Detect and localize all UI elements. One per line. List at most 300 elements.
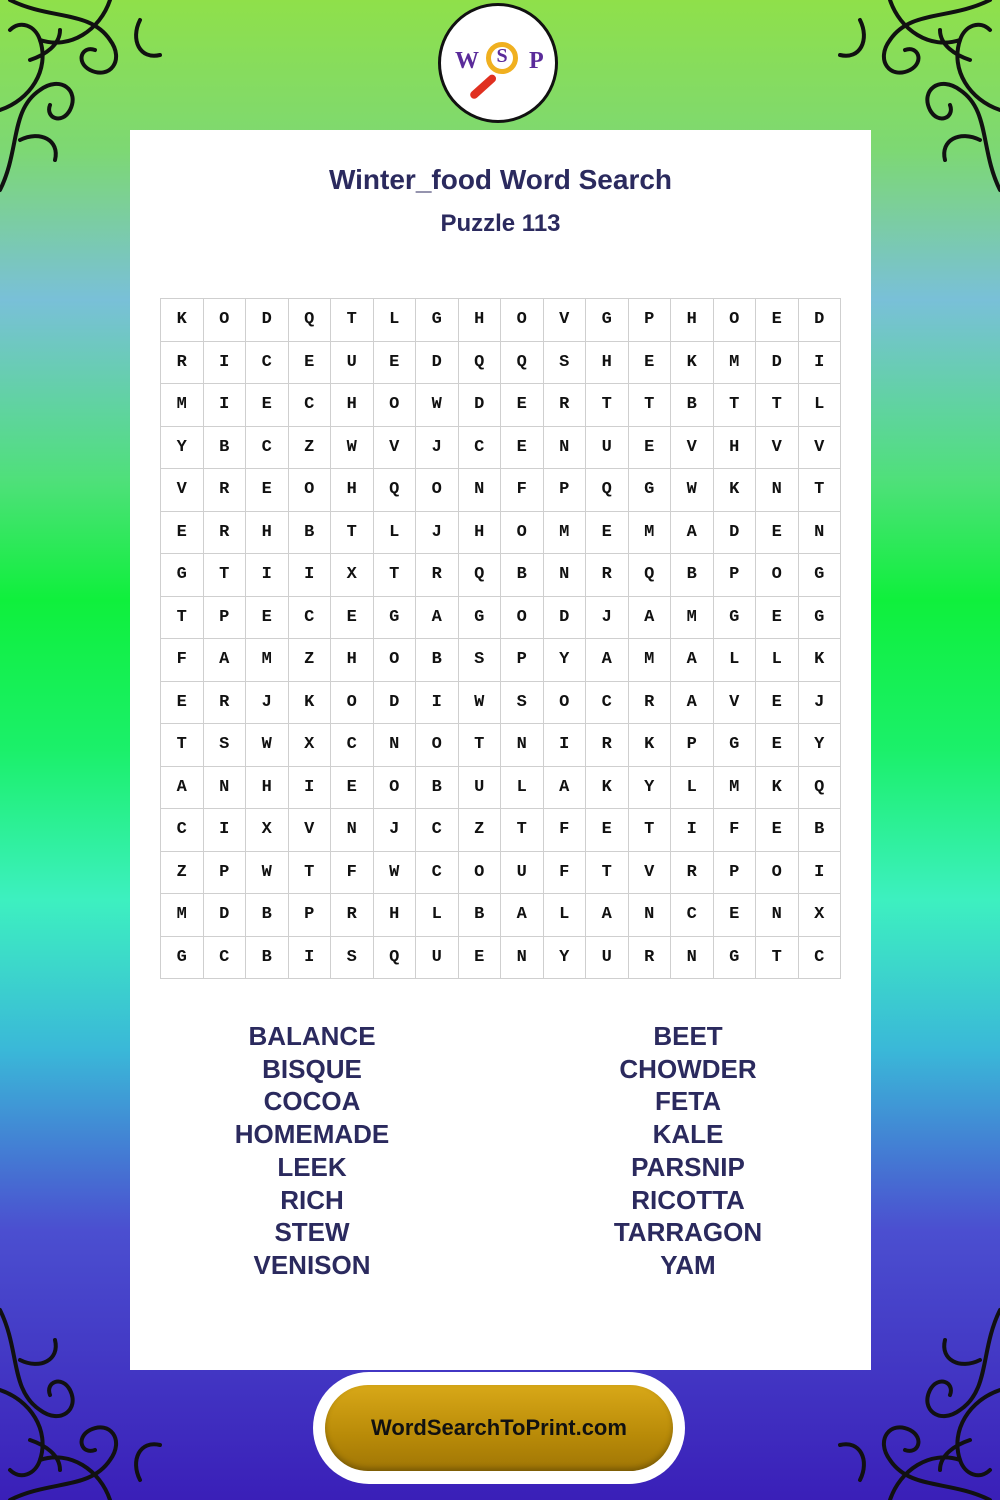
grid-cell[interactable]: U	[416, 936, 459, 979]
grid-cell[interactable]: Y	[798, 724, 841, 767]
grid-cell[interactable]: E	[756, 596, 799, 639]
grid-cell[interactable]: W	[331, 426, 374, 469]
grid-cell[interactable]: M	[713, 341, 756, 384]
grid-cell[interactable]: R	[203, 511, 246, 554]
grid-cell[interactable]: Z	[288, 639, 331, 682]
grid-cell[interactable]: U	[331, 341, 374, 384]
grid-cell[interactable]: K	[288, 681, 331, 724]
grid-cell[interactable]: V	[671, 426, 714, 469]
grid-row	[161, 596, 841, 639]
word-list-item: RICH	[280, 1184, 344, 1215]
grid-cell[interactable]: O	[373, 639, 416, 682]
grid-cell[interactable]: M	[671, 596, 714, 639]
grid-cell[interactable]: R	[543, 384, 586, 427]
word-list-item: BEET	[653, 1021, 723, 1051]
grid-cell[interactable]: L	[713, 639, 756, 682]
grid-cell[interactable]: H	[331, 469, 374, 512]
grid-row	[161, 511, 841, 554]
grid-cell[interactable]: M	[161, 894, 204, 937]
grid-cell[interactable]: J	[586, 596, 629, 639]
grid-cell[interactable]: Y	[161, 426, 204, 469]
grid-cell[interactable]: G	[161, 936, 204, 979]
grid-cell[interactable]: M	[713, 766, 756, 809]
grid-cell[interactable]: I	[798, 851, 841, 894]
grid-cell[interactable]: I	[671, 809, 714, 852]
grid-cell[interactable]: F	[501, 469, 544, 512]
grid-cell[interactable]: Q	[586, 469, 629, 512]
word-list-item: COCOA	[263, 1086, 361, 1117]
grid-cell[interactable]: R	[203, 469, 246, 512]
grid-cell[interactable]: T	[756, 936, 799, 979]
grid-cell[interactable]: Q	[458, 341, 501, 384]
grid-cell[interactable]: O	[416, 469, 459, 512]
grid-cell[interactable]: C	[416, 809, 459, 852]
grid-cell[interactable]: O	[416, 724, 459, 767]
grid-cell[interactable]: H	[331, 639, 374, 682]
grid-cell[interactable]: B	[288, 511, 331, 554]
grid-cell[interactable]: J	[416, 426, 459, 469]
grid-cell[interactable]: O	[756, 851, 799, 894]
grid-cell[interactable]: P	[288, 894, 331, 937]
word-list-item: HOMEMADE	[234, 1119, 390, 1150]
grid-cell[interactable]: J	[416, 511, 459, 554]
grid-cell[interactable]: N	[671, 936, 714, 979]
grid-cell[interactable]: B	[501, 554, 544, 597]
grid-cell[interactable]: C	[671, 894, 714, 937]
grid-row	[161, 894, 841, 937]
grid-cell[interactable]: H	[458, 299, 501, 342]
grid-cell[interactable]: T	[501, 809, 544, 852]
grid-cell[interactable]: T	[161, 596, 204, 639]
grid-cell[interactable]: B	[246, 936, 289, 979]
grid-cell[interactable]: B	[798, 809, 841, 852]
puzzle-sheet	[130, 130, 871, 1370]
grid-cell[interactable]: V	[543, 299, 586, 342]
grid-cell[interactable]: E	[373, 341, 416, 384]
grid-cell[interactable]: E	[288, 341, 331, 384]
grid-cell[interactable]: C	[798, 936, 841, 979]
grid-cell[interactable]: X	[798, 894, 841, 937]
grid-cell[interactable]: C	[288, 596, 331, 639]
grid-cell[interactable]: R	[628, 936, 671, 979]
grid-cell[interactable]: L	[373, 299, 416, 342]
grid-cell[interactable]: P	[713, 554, 756, 597]
grid-cell[interactable]: Y	[543, 936, 586, 979]
grid-cell[interactable]: D	[203, 894, 246, 937]
grid-cell[interactable]: L	[671, 766, 714, 809]
grid-cell[interactable]: V	[798, 426, 841, 469]
grid-cell[interactable]: M	[543, 511, 586, 554]
grid-cell[interactable]: Y	[628, 766, 671, 809]
grid-cell[interactable]: E	[246, 384, 289, 427]
grid-cell[interactable]: O	[203, 299, 246, 342]
grid-cell[interactable]: T	[628, 384, 671, 427]
grid-cell[interactable]: J	[798, 681, 841, 724]
grid-cell[interactable]: Q	[288, 299, 331, 342]
grid-cell[interactable]: J	[246, 681, 289, 724]
grid-cell[interactable]: T	[586, 851, 629, 894]
word-list-item: PARSNIP	[631, 1151, 745, 1182]
grid-cell[interactable]: T	[458, 724, 501, 767]
grid-cell[interactable]: E	[628, 341, 671, 384]
grid-cell[interactable]: A	[671, 511, 714, 554]
grid-cell[interactable]: I	[288, 554, 331, 597]
grid-cell[interactable]: H	[246, 766, 289, 809]
grid-cell[interactable]: G	[713, 596, 756, 639]
grid-cell[interactable]: E	[756, 681, 799, 724]
grid-cell[interactable]: P	[713, 851, 756, 894]
grid-cell[interactable]: T	[373, 554, 416, 597]
grid-cell[interactable]: N	[756, 894, 799, 937]
grid-cell[interactable]: Q	[501, 341, 544, 384]
grid-row	[161, 299, 841, 342]
grid-cell[interactable]: E	[161, 681, 204, 724]
grid-cell[interactable]: Q	[458, 554, 501, 597]
grid-cell[interactable]: A	[161, 766, 204, 809]
grid-cell[interactable]: Q	[628, 554, 671, 597]
grid-cell[interactable]: K	[628, 724, 671, 767]
grid-cell[interactable]: E	[586, 809, 629, 852]
grid-cell[interactable]: O	[288, 469, 331, 512]
grid-cell[interactable]: G	[586, 299, 629, 342]
grid-cell[interactable]: N	[798, 511, 841, 554]
grid-cell[interactable]: E	[331, 766, 374, 809]
grid-cell[interactable]: B	[246, 894, 289, 937]
grid-cell[interactable]: E	[713, 894, 756, 937]
grid-cell[interactable]: L	[798, 384, 841, 427]
grid-cell[interactable]: O	[331, 681, 374, 724]
grid-cell[interactable]: G	[798, 596, 841, 639]
grid-cell[interactable]: F	[331, 851, 374, 894]
grid-cell[interactable]: I	[288, 936, 331, 979]
grid-cell[interactable]: O	[373, 766, 416, 809]
grid-cell[interactable]: I	[246, 554, 289, 597]
grid-cell[interactable]: F	[543, 851, 586, 894]
grid-cell[interactable]: E	[161, 511, 204, 554]
grid-cell[interactable]: L	[501, 766, 544, 809]
grid-cell[interactable]: W	[458, 681, 501, 724]
word-list-left	[182, 1020, 442, 1282]
grid-cell[interactable]: T	[756, 384, 799, 427]
word-list-item: STEW	[274, 1217, 350, 1248]
grid-cell[interactable]: S	[501, 681, 544, 724]
grid-cell[interactable]: E	[246, 596, 289, 639]
grid-cell[interactable]: E	[756, 724, 799, 767]
grid-cell[interactable]: G	[713, 724, 756, 767]
logo-letter-p: P	[529, 48, 544, 74]
grid-cell[interactable]: I	[416, 681, 459, 724]
word-list-item: RICOTTA	[631, 1184, 745, 1215]
grid-cell[interactable]: N	[628, 894, 671, 937]
letter-grid	[160, 298, 841, 979]
grid-cell[interactable]: S	[543, 341, 586, 384]
word-list-item: FETA	[655, 1086, 721, 1117]
grid-cell[interactable]: T	[586, 384, 629, 427]
word-list-item: VENISON	[253, 1249, 371, 1280]
grid-cell[interactable]: O	[373, 384, 416, 427]
grid-cell[interactable]: P	[671, 724, 714, 767]
grid-cell[interactable]: K	[161, 299, 204, 342]
grid-cell[interactable]: U	[586, 426, 629, 469]
grid-cell[interactable]: V	[756, 426, 799, 469]
grid-row	[161, 936, 841, 979]
grid-cell[interactable]: F	[161, 639, 204, 682]
grid-cell[interactable]: D	[246, 299, 289, 342]
grid-cell[interactable]: Z	[288, 426, 331, 469]
grid-cell[interactable]: H	[246, 511, 289, 554]
grid-cell[interactable]: I	[543, 724, 586, 767]
grid-cell[interactable]: R	[331, 894, 374, 937]
grid-cell[interactable]: E	[501, 384, 544, 427]
grid-cell[interactable]: J	[373, 809, 416, 852]
grid-cell[interactable]: P	[203, 851, 246, 894]
grid-cell[interactable]: Q	[798, 766, 841, 809]
grid-cell[interactable]: F	[543, 809, 586, 852]
word-list-item: KALE	[652, 1119, 724, 1150]
grid-cell[interactable]: K	[756, 766, 799, 809]
grid-cell[interactable]: E	[458, 936, 501, 979]
grid-cell[interactable]: S	[331, 936, 374, 979]
grid-cell[interactable]: C	[246, 341, 289, 384]
grid-cell[interactable]: H	[458, 511, 501, 554]
grid-cell[interactable]: A	[671, 681, 714, 724]
grid-cell[interactable]: C	[458, 426, 501, 469]
grid-cell[interactable]: D	[416, 341, 459, 384]
grid-cell[interactable]: N	[543, 554, 586, 597]
grid-cell[interactable]: T	[713, 384, 756, 427]
grid-cell[interactable]: P	[543, 469, 586, 512]
grid-cell[interactable]: U	[586, 936, 629, 979]
grid-cell[interactable]: N	[756, 469, 799, 512]
grid-cell[interactable]: X	[331, 554, 374, 597]
grid-cell[interactable]: V	[628, 851, 671, 894]
grid-cell[interactable]: A	[628, 596, 671, 639]
grid-cell[interactable]: P	[628, 299, 671, 342]
grid-cell[interactable]: N	[458, 469, 501, 512]
grid-cell[interactable]: L	[756, 639, 799, 682]
grid-cell[interactable]: X	[246, 809, 289, 852]
grid-cell[interactable]: E	[756, 511, 799, 554]
grid-cell[interactable]: O	[756, 554, 799, 597]
grid-cell[interactable]: K	[671, 341, 714, 384]
grid-cell[interactable]: N	[203, 766, 246, 809]
grid-cell[interactable]: G	[416, 299, 459, 342]
grid-row	[161, 724, 841, 767]
grid-cell[interactable]: N	[373, 724, 416, 767]
magnifier-icon	[486, 42, 518, 74]
grid-cell[interactable]: O	[458, 851, 501, 894]
grid-cell[interactable]: N	[543, 426, 586, 469]
grid-cell[interactable]: B	[458, 894, 501, 937]
grid-cell[interactable]: C	[288, 384, 331, 427]
grid-cell[interactable]: O	[501, 511, 544, 554]
grid-row	[161, 341, 841, 384]
grid-cell[interactable]: C	[416, 851, 459, 894]
grid-cell[interactable]: Z	[161, 851, 204, 894]
grid-cell[interactable]: V	[713, 681, 756, 724]
grid-cell[interactable]: X	[288, 724, 331, 767]
grid-cell[interactable]: M	[628, 639, 671, 682]
grid-cell[interactable]: I	[203, 809, 246, 852]
grid-cell[interactable]: I	[288, 766, 331, 809]
grid-cell[interactable]: R	[628, 681, 671, 724]
grid-cell[interactable]: R	[671, 851, 714, 894]
grid-cell[interactable]: B	[416, 766, 459, 809]
grid-cell[interactable]: E	[628, 426, 671, 469]
grid-cell[interactable]: G	[373, 596, 416, 639]
grid-cell[interactable]: C	[246, 426, 289, 469]
grid-cell[interactable]: I	[203, 384, 246, 427]
logo-letter-w: W	[455, 48, 479, 74]
word-list-item: BALANCE	[248, 1021, 376, 1051]
puzzle-number: Puzzle 113	[440, 210, 561, 237]
grid-cell[interactable]: V	[161, 469, 204, 512]
grid-cell[interactable]: G	[161, 554, 204, 597]
grid-cell[interactable]: G	[458, 596, 501, 639]
grid-cell[interactable]: P	[203, 596, 246, 639]
grid-cell[interactable]: L	[416, 894, 459, 937]
grid-cell[interactable]: C	[331, 724, 374, 767]
grid-cell[interactable]: T	[331, 299, 374, 342]
grid-cell[interactable]: D	[373, 681, 416, 724]
word-list-item: YAM	[660, 1249, 716, 1280]
site-banner[interactable]	[313, 1372, 685, 1484]
grid-cell[interactable]: B	[416, 639, 459, 682]
grid-cell[interactable]: O	[543, 681, 586, 724]
grid-cell[interactable]: A	[543, 766, 586, 809]
grid-cell[interactable]: B	[671, 554, 714, 597]
grid-cell[interactable]: N	[501, 936, 544, 979]
grid-cell[interactable]: H	[373, 894, 416, 937]
grid-cell[interactable]: N	[331, 809, 374, 852]
grid-cell[interactable]: T	[628, 809, 671, 852]
grid-cell[interactable]: Z	[458, 809, 501, 852]
grid-cell[interactable]: T	[798, 469, 841, 512]
site-link[interactable]: WordSearchToPrint.com	[371, 1415, 627, 1440]
grid-cell[interactable]: F	[713, 809, 756, 852]
grid-cell[interactable]: R	[586, 554, 629, 597]
grid-cell[interactable]: E	[246, 469, 289, 512]
grid-cell[interactable]: R	[161, 341, 204, 384]
grid-cell[interactable]: D	[756, 341, 799, 384]
grid-cell[interactable]: B	[203, 426, 246, 469]
grid-cell[interactable]: C	[586, 681, 629, 724]
grid-cell[interactable]: N	[501, 724, 544, 767]
grid-cell[interactable]: C	[161, 809, 204, 852]
grid-cell[interactable]: V	[373, 426, 416, 469]
word-list-item: CHOWDER	[619, 1053, 757, 1084]
grid-cell[interactable]: A	[586, 894, 629, 937]
grid-cell[interactable]: T	[331, 511, 374, 554]
grid-cell[interactable]: B	[671, 384, 714, 427]
grid-cell[interactable]: U	[458, 766, 501, 809]
logo-letter-s: S	[496, 45, 508, 67]
grid-cell[interactable]: E	[756, 299, 799, 342]
grid-cell[interactable]: A	[203, 639, 246, 682]
grid-cell[interactable]: E	[501, 426, 544, 469]
grid-cell[interactable]: T	[161, 724, 204, 767]
grid-cell[interactable]: T	[288, 851, 331, 894]
grid-cell[interactable]: W	[246, 851, 289, 894]
grid-cell[interactable]: A	[501, 894, 544, 937]
grid-cell[interactable]: R	[586, 724, 629, 767]
magnifier-handle-icon	[469, 73, 498, 100]
grid-cell[interactable]: T	[203, 554, 246, 597]
grid-cell[interactable]: W	[416, 384, 459, 427]
grid-cell[interactable]: H	[713, 426, 756, 469]
grid-cell[interactable]: S	[203, 724, 246, 767]
grid-cell[interactable]: E	[756, 809, 799, 852]
grid-row	[161, 426, 841, 469]
grid-cell[interactable]: M	[161, 384, 204, 427]
grid-row	[161, 681, 841, 724]
grid-cell[interactable]: O	[713, 299, 756, 342]
grid-cell[interactable]: K	[586, 766, 629, 809]
grid-cell[interactable]: K	[713, 469, 756, 512]
grid-row	[161, 851, 841, 894]
grid-cell[interactable]: L	[373, 511, 416, 554]
grid-cell[interactable]: Q	[373, 469, 416, 512]
word-list-right	[558, 1020, 818, 1282]
grid-cell[interactable]: W	[373, 851, 416, 894]
grid-row	[161, 554, 841, 597]
grid-cell[interactable]: M	[628, 511, 671, 554]
grid-row	[161, 639, 841, 682]
grid-cell[interactable]: D	[543, 596, 586, 639]
grid-cell[interactable]: I	[798, 341, 841, 384]
grid-cell[interactable]: C	[203, 936, 246, 979]
grid-cell[interactable]: P	[501, 639, 544, 682]
grid-cell[interactable]: H	[331, 384, 374, 427]
grid-cell[interactable]: U	[501, 851, 544, 894]
grid-cell[interactable]: O	[501, 299, 544, 342]
grid-cell[interactable]: O	[501, 596, 544, 639]
grid-cell[interactable]: D	[798, 299, 841, 342]
grid-row	[161, 469, 841, 512]
grid-cell[interactable]: K	[798, 639, 841, 682]
grid-cell[interactable]: D	[458, 384, 501, 427]
grid-cell[interactable]: A	[416, 596, 459, 639]
wsp-logo[interactable]	[438, 3, 558, 123]
grid-cell[interactable]: E	[331, 596, 374, 639]
grid-cell[interactable]: E	[586, 511, 629, 554]
grid-cell[interactable]: W	[671, 469, 714, 512]
grid-cell[interactable]: M	[246, 639, 289, 682]
grid-row	[161, 384, 841, 427]
grid-cell[interactable]: D	[713, 511, 756, 554]
grid-cell[interactable]: L	[543, 894, 586, 937]
grid-cell[interactable]: H	[671, 299, 714, 342]
grid-cell[interactable]: W	[246, 724, 289, 767]
word-list-item: BISQUE	[262, 1053, 362, 1084]
grid-cell[interactable]: Y	[543, 639, 586, 682]
grid-cell[interactable]: S	[458, 639, 501, 682]
grid-cell[interactable]: G	[713, 936, 756, 979]
grid-cell[interactable]: H	[586, 341, 629, 384]
grid-cell[interactable]: A	[586, 639, 629, 682]
word-list-item: TARRAGON	[613, 1217, 763, 1248]
grid-cell[interactable]: I	[203, 341, 246, 384]
grid-cell[interactable]: R	[416, 554, 459, 597]
grid-row	[161, 809, 841, 852]
grid-cell[interactable]: G	[628, 469, 671, 512]
grid-cell[interactable]: V	[288, 809, 331, 852]
grid-cell[interactable]: A	[671, 639, 714, 682]
banner-pill	[325, 1385, 673, 1471]
grid-cell[interactable]: Q	[373, 936, 416, 979]
grid-cell[interactable]: R	[203, 681, 246, 724]
grid-cell[interactable]: G	[798, 554, 841, 597]
